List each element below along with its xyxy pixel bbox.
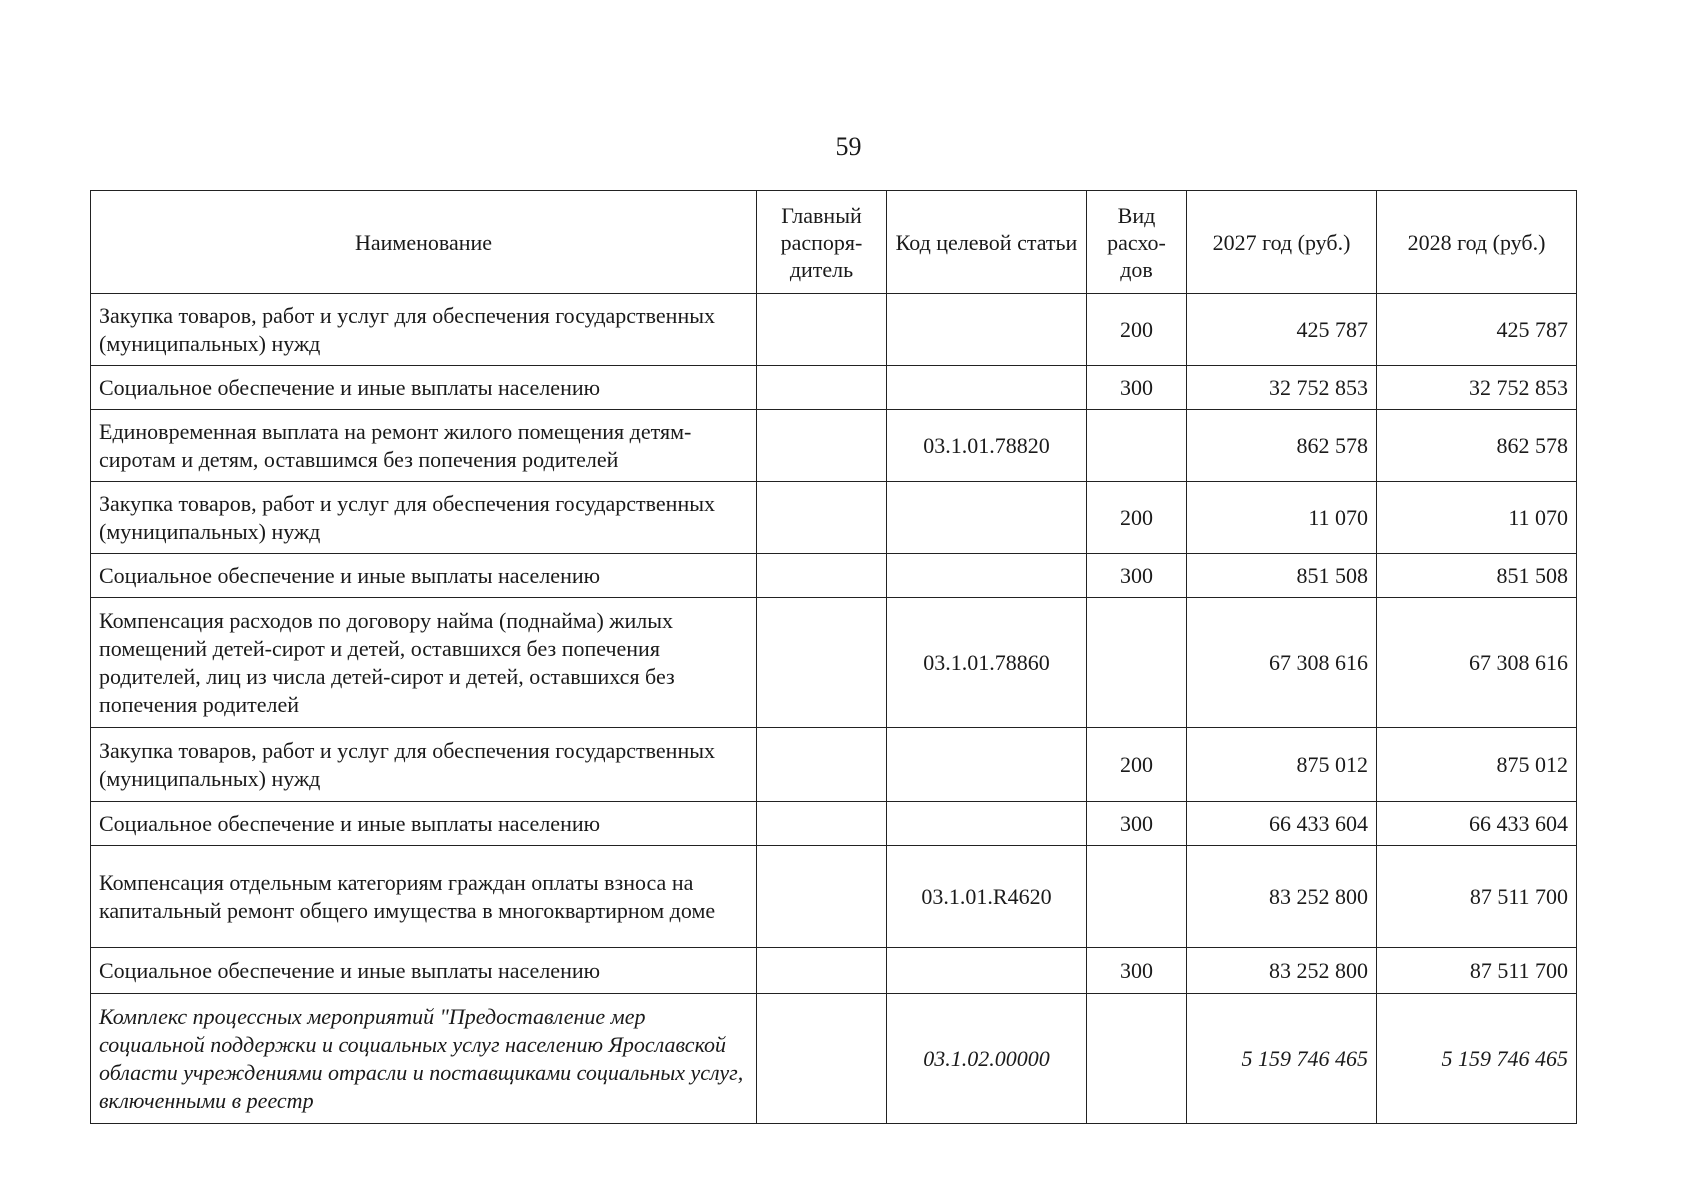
cell-2028: 851 508 bbox=[1377, 554, 1577, 598]
cell-2028: 87 511 700 bbox=[1377, 948, 1577, 994]
header-manager: Главный распоря-дитель bbox=[757, 191, 887, 294]
cell-expense-type: 300 bbox=[1087, 948, 1187, 994]
cell-expense-type bbox=[1087, 410, 1187, 482]
table-row bbox=[91, 728, 1577, 802]
cell-expense-type bbox=[1087, 994, 1187, 1124]
cell-manager bbox=[757, 482, 887, 554]
cell-manager bbox=[757, 802, 887, 846]
cell-expense-type: 300 bbox=[1087, 802, 1187, 846]
budget-table bbox=[90, 190, 1577, 1124]
cell-code: 03.1.01.R4620 bbox=[887, 846, 1087, 948]
cell-manager bbox=[757, 598, 887, 728]
cell-code bbox=[887, 948, 1087, 994]
cell-expense-type bbox=[1087, 846, 1187, 948]
cell-name: Закупка товаров, работ и услуг для обеспечения государственных (муниципальных) нужд bbox=[91, 728, 757, 802]
cell-code bbox=[887, 728, 1087, 802]
cell-2027: 67 308 616 bbox=[1187, 598, 1377, 728]
cell-expense-type: 200 bbox=[1087, 294, 1187, 366]
cell-manager bbox=[757, 366, 887, 410]
header-2028: 2028 год (руб.) bbox=[1377, 191, 1577, 294]
cell-manager bbox=[757, 846, 887, 948]
cell-expense-type: 200 bbox=[1087, 728, 1187, 802]
cell-2027: 851 508 bbox=[1187, 554, 1377, 598]
cell-manager bbox=[757, 294, 887, 366]
cell-name: Единовременная выплата на ремонт жилого помещения детям-сиротам и детям, оставшимся без попечения родителей bbox=[91, 410, 757, 482]
cell-name: Компенсация расходов по договору найма (поднайма) жилых помещений детей-сирот и детей, оставшихся без попечения родителей, лиц из числа детей-сирот и детей, оставшихся без попечения родителей bbox=[91, 598, 757, 728]
table-row bbox=[91, 598, 1577, 728]
cell-name: Социальное обеспечение и иные выплаты населению bbox=[91, 802, 757, 846]
table-row bbox=[91, 366, 1577, 410]
cell-name: Социальное обеспечение и иные выплаты населению bbox=[91, 366, 757, 410]
cell-expense-type: 200 bbox=[1087, 482, 1187, 554]
table-row bbox=[91, 294, 1577, 366]
cell-expense-type: 300 bbox=[1087, 554, 1187, 598]
table-row bbox=[91, 802, 1577, 846]
cell-2027: 425 787 bbox=[1187, 294, 1377, 366]
header-2027: 2027 год (руб.) bbox=[1187, 191, 1377, 294]
cell-2028: 875 012 bbox=[1377, 728, 1577, 802]
cell-2028: 425 787 bbox=[1377, 294, 1577, 366]
cell-2027: 5 159 746 465 bbox=[1187, 994, 1377, 1124]
cell-2028: 32 752 853 bbox=[1377, 366, 1577, 410]
table-row bbox=[91, 554, 1577, 598]
cell-code: 03.1.01.78860 bbox=[887, 598, 1087, 728]
cell-name: Компенсация отдельным категориям граждан оплаты взноса на капитальный ремонт общего имущества в многоквартирном доме bbox=[91, 846, 757, 948]
cell-2028: 5 159 746 465 bbox=[1377, 994, 1577, 1124]
cell-manager bbox=[757, 728, 887, 802]
cell-name: Комплекс процессных мероприятий "Предоставление мер социальной поддержки и социальных услуг населению Ярославской области учреждениями отрасли и поставщиками социальных услуг, включенными в реестр bbox=[91, 994, 757, 1124]
cell-2027: 83 252 800 bbox=[1187, 948, 1377, 994]
cell-code bbox=[887, 294, 1087, 366]
cell-2028: 66 433 604 bbox=[1377, 802, 1577, 846]
cell-code bbox=[887, 554, 1087, 598]
table-row bbox=[91, 948, 1577, 994]
cell-2027: 83 252 800 bbox=[1187, 846, 1377, 948]
cell-name: Закупка товаров, работ и услуг для обеспечения государственных (муниципальных) нужд bbox=[91, 482, 757, 554]
cell-2027: 32 752 853 bbox=[1187, 366, 1377, 410]
cell-code bbox=[887, 366, 1087, 410]
cell-code: 03.1.02.00000 bbox=[887, 994, 1087, 1124]
cell-name: Социальное обеспечение и иные выплаты населению bbox=[91, 948, 757, 994]
cell-2028: 11 070 bbox=[1377, 482, 1577, 554]
cell-name: Закупка товаров, работ и услуг для обеспечения государственных (муниципальных) нужд bbox=[91, 294, 757, 366]
cell-manager bbox=[757, 948, 887, 994]
cell-2027: 862 578 bbox=[1187, 410, 1377, 482]
cell-name: Социальное обеспечение и иные выплаты населению bbox=[91, 554, 757, 598]
cell-2028: 87 511 700 bbox=[1377, 846, 1577, 948]
table-row bbox=[91, 994, 1577, 1124]
cell-2027: 66 433 604 bbox=[1187, 802, 1377, 846]
header-expense-type: Вид расхо-дов bbox=[1087, 191, 1187, 294]
cell-2028: 862 578 bbox=[1377, 410, 1577, 482]
cell-2027: 875 012 bbox=[1187, 728, 1377, 802]
cell-manager bbox=[757, 554, 887, 598]
page-number: 59 bbox=[835, 132, 862, 161]
cell-manager bbox=[757, 410, 887, 482]
cell-2027: 11 070 bbox=[1187, 482, 1377, 554]
header-row bbox=[91, 191, 1577, 294]
table-row bbox=[91, 410, 1577, 482]
cell-manager bbox=[757, 994, 887, 1124]
header-code: Код целевой статьи bbox=[887, 191, 1087, 294]
cell-code bbox=[887, 482, 1087, 554]
cell-code: 03.1.01.78820 bbox=[887, 410, 1087, 482]
cell-expense-type: 300 bbox=[1087, 366, 1187, 410]
table-row bbox=[91, 846, 1577, 948]
header-name: Наименование bbox=[91, 191, 757, 294]
cell-expense-type bbox=[1087, 598, 1187, 728]
cell-code bbox=[887, 802, 1087, 846]
table-row bbox=[91, 482, 1577, 554]
cell-2028: 67 308 616 bbox=[1377, 598, 1577, 728]
